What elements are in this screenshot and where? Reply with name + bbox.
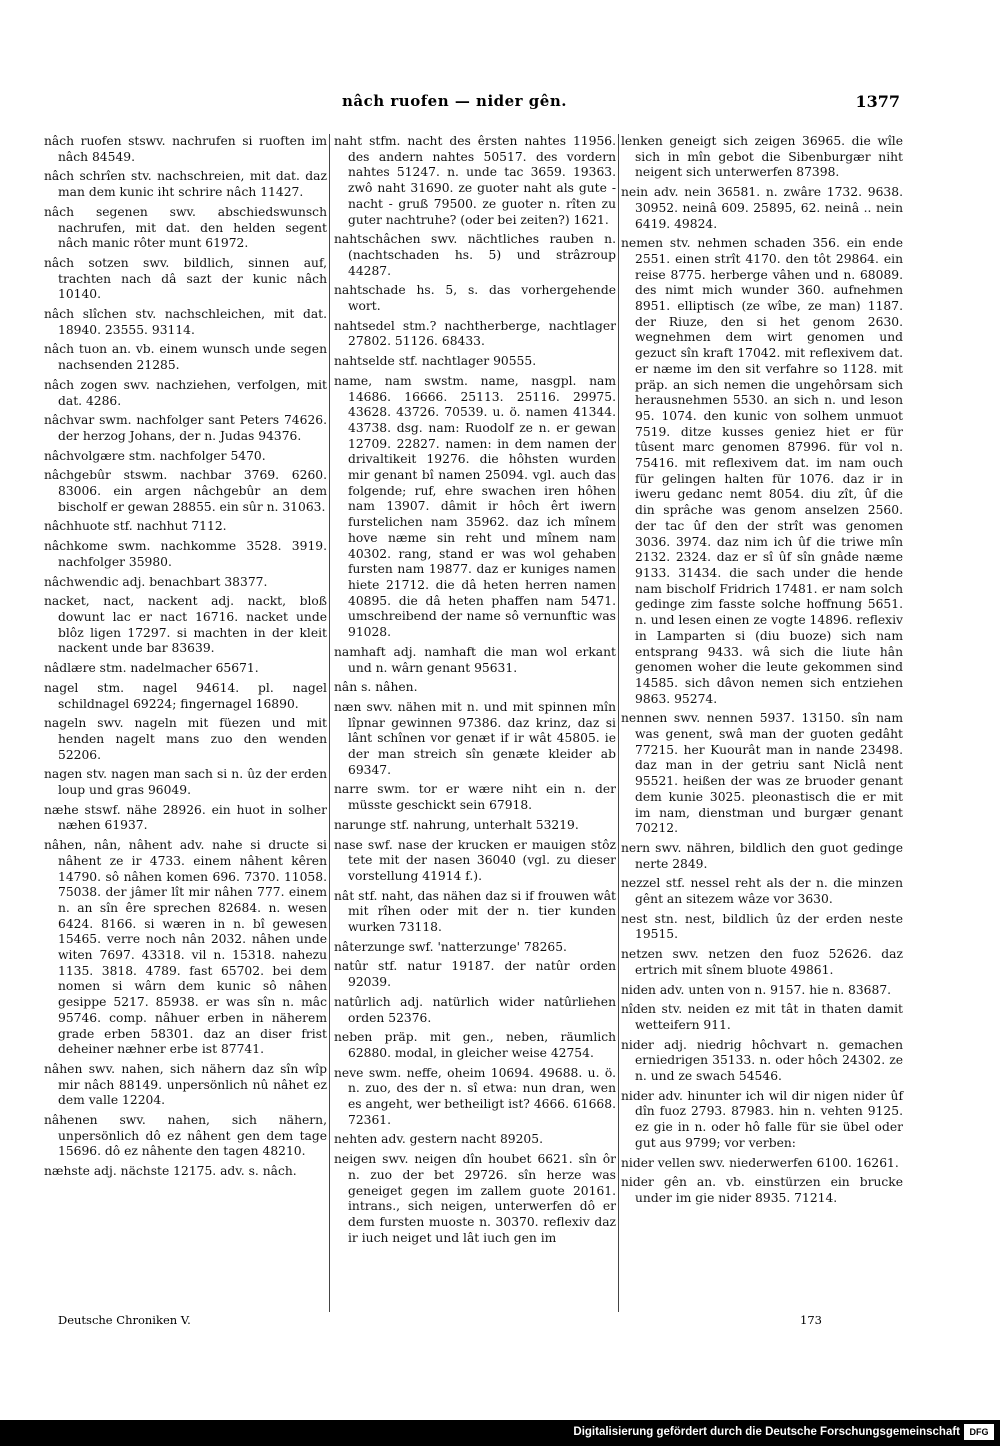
dictionary-entry: nemen stv. nehmen schaden 356. ein ende 2551. einen strît 4170. den tôt 29864. ein reise 8775. herberge vâhen und n. 68089. des nimt mich wunder 360. aufnehmen 8951. elliptisch (ze wîbe, ze man) 1187. der Riuze, den si het genom 2630. wegnehmen dem wirt genomen und gezuct sîn kraft 17042. mit reflexivem dat. er næme im den sit verfahre so 1128. mit präp. an sich nemen die ungehôrsam sich herausnehmen 5530. an sich n. und leson 95. 1074. den kunic von solhem unmuot 7519. ditze kusses geniez hiet er für tûsent marc genomen 87996. für vol n. 75416. mit reflexivem dat. im nam ouch für gelingen halten für 1076. daz ir in iweru gedanc nemt 8054. diu zît, ûf die din sprâche was genom anselzen 2560. der tac ûf den der strît was genomen 3036. 3974. daz nim ich ûf die triwe mîn 2132. 2324. daz er sî ûf sîn gnâde næme 9133. 31434. die sach under die hende nam bischolf Fridrich 17481. er nam solch gedinge zim fasste solche hoffnung 5651. n. und lesen einen ze vogte 14896. reflexiv in Lamparten si (diu buoze) sich nam entsprang 9433. wâ sich die liute hân genomen woher die leute gekommen sind 14585. sich dâvon nemen sich entziehen 9863. 95274.: [621, 236, 903, 706]
dictionary-entry: nâchwendic adj. benachbart 38377.: [44, 574, 268, 589]
dictionary-entry: nâhen, nân, nâhent adv. nahe si dructe si nâhent ze ir 4733. einem nâhent kêren 14790. sô nâhen komen 696. 7370. 11058. 75038. der jâmer lît mir nâhen 777. einem n. an sîn êre sprechen 82684. n. wesen 6424. 8166. si wæren in n. bî gewesen 15465. verre noch nân 2032. nâhen unde witen 7697. 43318. vil n. 15318. nahezu 1135. 3818. 4789. fast 65702. bei dem nomen si wârn dem kunic sô nâhen gesippe 5217. 85938. er was sîn n. mâc 95746. comp. nâhuer erben in näherem grade erben 58301. daz an diser frist deheiner næhner erbe ist 87741.: [44, 838, 327, 1057]
dictionary-entry: nâhen swv. nahen, sich nähern daz sîn wîp mir nâch 88149. unpersönlich nû nâhet ez dem valle 12204.: [44, 1061, 327, 1108]
dictionary-entry: lenken geneigt sich zeigen 36965. die wîle sich in mîn gebot die Sibenburgær niht neigent sich unterwerfen 87398.: [621, 134, 903, 180]
dictionary-entry: nahtschâchen swv. nächtliches rauben n. (nachtschaden hs. 5) und strâzroup 44287.: [334, 232, 616, 278]
dictionary-entry: neigen swv. neigen dîn houbet 6621. sîn ôr n. zuo der bet 29726. sîn herze was geneiget gegen im zallem guote 20161. intrans., sich neigen, unterwerfen dô er dem fursten muoste n. 30370. reflexiv daz ir iuch neiget und lât iuch gen im: [334, 1152, 616, 1245]
dictionary-entry: nân s. nâhen.: [334, 680, 418, 695]
column-2: [334, 134, 616, 1250]
dictionary-entry: nâchgebûr stswm. nachbar 3769. 6260. 83006. ein argen nâchgebûr an dem bischolf er gewan 28855. ein sûr n. 31063.: [44, 468, 327, 514]
dictionary-entry: nât stf. naht, das nähen daz si if frouwen wât mit rîhen oder mit der n. tier kunden wurken 73118.: [334, 888, 616, 935]
running-header: [330, 92, 900, 114]
dictionary-entry: nagel stm. nagel 94614. pl. nagel schildnagel 69224; fingernagel 16890.: [44, 680, 327, 711]
dictionary-entry: nern swv. nähren, bildlich den guot gedinge nerte 2849.: [621, 840, 903, 871]
funding-banner: [0, 1420, 1000, 1446]
dictionary-entry: nâch tuon an. vb. einem wunsch unde segen nachsenden 21285.: [44, 342, 327, 373]
footer-signature-number: 173: [800, 1313, 822, 1327]
dictionary-entry: nâch schrîen stv. nachschreien, mit dat. daz man dem kunic iht schrire nâch 11427.: [44, 169, 327, 200]
dictionary-entry: nase swf. nase der krucken er mauigen stôz tete mit der nasen 36040 (vgl. zu dieser vorstellung 41914 f.).: [334, 837, 616, 883]
dictionary-entry: nâch segenen swv. abschiedswunsch nachrufen, mit dat. den helden segent nâch manic rôter munt 61972.: [44, 204, 327, 251]
dictionary-entry: nahtselde stf. nachtlager 90555.: [334, 354, 537, 369]
page-number: 1377: [855, 92, 900, 111]
dictionary-entry: nâchhuote stf. nachhut 7112.: [44, 519, 227, 534]
dictionary-entry: nezzel stf. nessel reht als der n. die minzen gênt an sitezem wâze vor 3630.: [621, 876, 903, 907]
dictionary-entry: nehten adv. gestern nacht 89205.: [334, 1132, 543, 1147]
dictionary-entry: nahtschade hs. 5, s. das vorhergehende wort.: [334, 283, 616, 314]
dictionary-entry: neben präp. mit gen., neben, räumlich 62880. modal, in gleicher weise 42754.: [334, 1030, 616, 1060]
dictionary-entry: nider adj. niedrig hôchvart n. gemachen erniedrigen 35133. n. oder hôch 24302. ze n. und ze swach 54546.: [621, 1037, 903, 1084]
dictionary-entry: nâchvar swm. nachfolger sant Peters 74626. der herzog Johans, der n. Judas 94376.: [44, 413, 327, 443]
dictionary-entry: natûrlich adj. natürlich wider natûrliehen orden 52376.: [334, 994, 616, 1025]
dictionary-entry: natûr stf. natur 19187. der natûr orden 92039.: [334, 959, 616, 990]
column-3: [621, 134, 903, 1211]
dictionary-entry: nîden stv. neiden ez mit tât in thaten damit wetteifern 911.: [621, 1002, 903, 1032]
footer-series-title: Deutsche Chroniken V.: [58, 1313, 191, 1327]
dictionary-entry: nest stn. nest, bildlich ûz der erden neste 19515.: [621, 911, 903, 942]
dictionary-entry: næhe stswf. nähe 28926. ein huot in solher næhen 61937.: [44, 802, 327, 833]
dictionary-entry: nagen stv. nagen man sach si n. ûz der erden loup und gras 96049.: [44, 767, 327, 798]
dfg-logo: DFG: [964, 1424, 994, 1440]
dictionary-entry: næhste adj. nächste 12175. adv. s. nâch.: [44, 1164, 297, 1179]
column-1: [44, 134, 327, 1184]
dictionary-entry: niden adv. unten von n. 9157. hie n. 83687.: [621, 982, 892, 997]
dictionary-entry: name, nam swstm. name, nasgpl. nam 14686. 16666. 25113. 25116. 29975. 43628. 43726. 70539. u. ö. namen 41344. 43738. dsg. nam: Ruodolf ze n. er gewan 12709. 22827. namen: in dem namen der drivaltikeit 19276. die hôhsten wurden mir genant bî namen 25094. vgl. auch das folgende; ruf, ehre swachen iren hôhen nam 13907. dâmit ir hôch êrt iwern furstelichen nam 35962. daz ich mînem hove næme sin reht und mînem nam 40302. rang, stand er was wol gehaben fursten nam 19877. daz er kuniges namen hiete 21712. die dâ heten herren namen 40895. die dâ heten phaffen nam 5471. umschreibend der name sô vernunftic was 91028.: [334, 373, 616, 640]
column-divider: [618, 134, 619, 1312]
dictionary-entry: narre swm. tor er wære niht ein n. der müsste geschickt sein 67918.: [334, 782, 616, 813]
funding-text: Digitalisierung gefördert durch die Deutsche Forschungsgemeinschaft: [573, 1426, 960, 1438]
dictionary-entry: nâch sotzen swv. bildlich, sinnen auf, trachten nach dâ sazt der kunic nâch 10140.: [44, 255, 327, 302]
dictionary-entry: nein adv. nein 36581. n. zwâre 1732. 9638. 30952. neinâ 609. 25895, 62. neinâ .. nein 6419. 49824.: [621, 185, 903, 231]
dictionary-entry: naht stfm. nacht des êrsten nahtes 11956. des andern nahtes 50517. des vordern nahtes 51247. n. unde tac 3659. 19363. zwô naht 31690. ze guoter naht als gute - nacht - gruß 79500. ze guoter n. rîten zu guter nachtruhe? (oder bei zeiten?) 1621.: [334, 134, 616, 227]
dictionary-entry: nâdlære stm. nadelmacher 65671.: [44, 661, 259, 676]
dictionary-entry: nâch zogen swv. nachziehen, verfolgen, mit dat. 4286.: [44, 377, 327, 408]
dictionary-entry: nider vellen swv. niederwerfen 6100. 16261.: [621, 1155, 899, 1170]
dictionary-entry: neve swm. neffe, oheim 10694. 49688. u. ö. n. zuo, des der n. sî etwa: nun dran, wen es angeht, wer betheiligt ist? 4666. 61668. 72361.: [334, 1065, 616, 1127]
dictionary-entry: nâchkome swm. nachkomme 3528. 3919. nachfolger 35980.: [44, 539, 327, 569]
dictionary-entry: næn swv. nähen mit n. und mit spinnen mîn lîpnar gewinnen 97386. daz krinz, daz si lânt schînen vor genæt if ir wât 45805. ie der man streich sîn genæte kleider ab 69347.: [334, 699, 616, 777]
dictionary-entry: nahtsedel stm.? nachtherberge, nachtlager 27802. 51126. 68433.: [334, 318, 616, 349]
dictionary-entry: nâchvolgære stm. nachfolger 5470.: [44, 448, 266, 463]
dictionary-entry: nageln swv. nageln mit füezen und mit henden nagelt mans zuo den wenden 52206.: [44, 716, 327, 762]
column-divider: [329, 134, 330, 1312]
dictionary-entry: nider gên an. vb. einstürzen ein brucke under im gie nider 8935. 71214.: [621, 1175, 903, 1205]
header-title: nâch ruofen — nider gên.: [342, 92, 567, 110]
dictionary-entry: nâhenen swv. nahen, sich nähern, unpersönlich dô ez nâhent gen dem tage 15696. dô ez nâhente den tagen 48210.: [44, 1113, 327, 1159]
dictionary-entry: nennen swv. nennen 5937. 13150. sîn nam was genent, swâ man der guoten gedâht 77215. her Kuourât man in nande 23498. daz man in der getriu sant Niclâ nent 95521. heißen der was ze bruoder genant dem kunie 3025. pleonastisch die er mit im nam, dienstman und burgær genant 70212.: [621, 711, 903, 836]
dictionary-entry: namhaft adj. namhaft die man wol erkant und n. wârn genant 95631.: [334, 644, 616, 675]
dictionary-entry: narunge stf. nahrung, unterhalt 53219.: [334, 817, 579, 832]
dictionary-entry: nâch ruofen stswv. nachrufen si ruoften im nâch 84549.: [44, 134, 327, 164]
dictionary-entry: nâch slîchen stv. nachschleichen, mit dat. 18940. 23555. 93114.: [44, 307, 327, 337]
dictionary-entry: nider adv. hinunter ich wil dir nigen nider ûf dîn fuoz 2793. 87983. hin n. vehten 9125. ez gie in n. oder hô falle für sie übel oder gut aus 9799; vor verben:: [621, 1088, 903, 1150]
dictionary-entry: nacket, nact, nackent adj. nackt, bloß dowunt lac er nact 16716. nacket unde blôz ligen 17297. si machten in der kleit nackent unde bar 83639.: [44, 594, 327, 656]
dictionary-entry: netzen swv. netzen den fuoz 52626. daz ertrich mit sînem bluote 49861.: [621, 947, 903, 977]
dictionary-entry: nâterzunge swf. 'natterzunge' 78265.: [334, 939, 567, 954]
